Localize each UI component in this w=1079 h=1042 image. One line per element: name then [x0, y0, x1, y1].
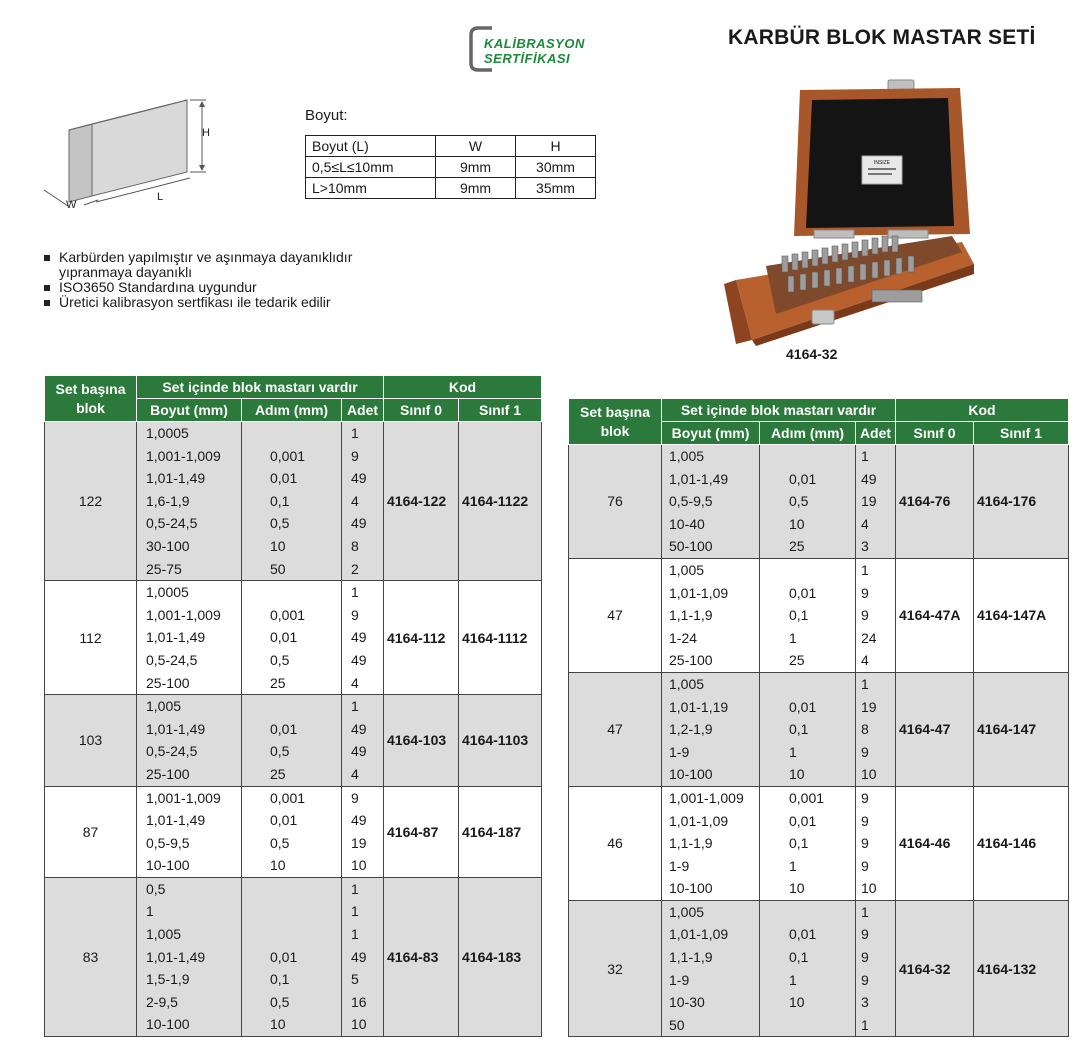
cell-line: 25-75 — [146, 560, 182, 577]
cell-line: 5 — [351, 971, 359, 988]
step-cell — [242, 877, 342, 1036]
cell-line: 1,01-1,49 — [146, 812, 206, 829]
cell-line: 0,5 — [789, 493, 809, 510]
col-per-set: Set başına blok — [569, 399, 662, 445]
cell-line: 1-24 — [669, 629, 698, 646]
size-cell — [137, 877, 242, 1036]
cell-line — [760, 445, 855, 468]
page-title: KARBÜR BLOK MASTAR SETİ — [728, 26, 1036, 49]
cell-line: 25-100 — [146, 674, 190, 691]
cell-line: 0,1 — [270, 492, 290, 509]
qty-cell — [342, 695, 384, 786]
cell-line: 4 — [861, 652, 869, 669]
table-row — [569, 558, 1069, 672]
cell-line: 19 — [861, 698, 877, 715]
cell-line: 4 — [351, 765, 359, 782]
class1-code-cell: 4164-132 — [974, 900, 1069, 1037]
cert-line-2: SERTİFİKASI — [484, 51, 571, 66]
class1-code-cell: 4164-183 — [459, 877, 542, 1036]
dim-col-w: W — [436, 136, 516, 157]
cell-line: 10 — [351, 857, 367, 874]
cell-line: 1,1-1,9 — [669, 607, 713, 624]
dimensions-row — [306, 157, 596, 178]
cell-line: 0,5-24,5 — [146, 743, 198, 760]
cell-line: 1,01-1,49 — [146, 948, 206, 965]
step-cell — [760, 900, 856, 1037]
label-h: H — [202, 127, 210, 139]
dim-cell: 35mm — [516, 178, 596, 199]
cell-line: 4 — [351, 492, 359, 509]
qty-cell — [342, 786, 384, 877]
cell-line: 1,005 — [669, 903, 705, 920]
cell-line: 1 — [789, 971, 797, 988]
bullet-square-icon — [44, 255, 50, 261]
per-set-cell: 46 — [569, 786, 662, 900]
cell-line: 0,001 — [270, 447, 306, 464]
cell-line: 1,001-1,009 — [669, 789, 744, 806]
step-cell — [242, 786, 342, 877]
table-row — [45, 581, 542, 695]
cell-line: 9 — [861, 857, 869, 874]
cell-line: 0,001 — [270, 606, 306, 623]
cell-line: 8 — [351, 537, 359, 554]
col-class0: Sınıf 0 — [384, 399, 459, 422]
qty-cell — [856, 786, 896, 900]
cell-line: 9 — [861, 926, 869, 943]
cell-line: 1 — [861, 675, 869, 692]
cell-line: 1,01-1,09 — [669, 812, 729, 829]
col-contains: Set içinde blok mastarı vardır — [137, 376, 384, 399]
cell-line — [242, 878, 341, 901]
cell-line: 10-100 — [146, 857, 190, 874]
cell-line: 1,5-1,9 — [146, 971, 190, 988]
dimensions-heading: Boyut: — [305, 107, 348, 124]
size-cell — [137, 695, 242, 786]
cell-line: 9 — [861, 607, 869, 624]
dimensions-row — [306, 178, 596, 199]
cell-line: 0,01 — [270, 948, 298, 965]
feature-item — [44, 295, 352, 310]
step-cell — [760, 445, 856, 559]
table-row — [45, 695, 542, 786]
cell-line: 1 — [861, 1016, 869, 1033]
cell-line: 0,01 — [789, 584, 817, 601]
cell-line: 1,2-1,9 — [669, 721, 713, 738]
cell-line: 0,01 — [270, 629, 298, 646]
calibration-certificate-logo — [468, 26, 608, 72]
col-size: Boyut (mm) — [662, 422, 760, 445]
cell-line: 10 — [789, 515, 805, 532]
cell-line: 0,5-24,5 — [146, 515, 198, 532]
cell-line: 1 — [351, 903, 359, 920]
col-code: Kod — [384, 376, 542, 399]
case-label-text: INSIZE — [873, 160, 891, 166]
cell-line: 25 — [270, 765, 286, 782]
size-cell — [137, 786, 242, 877]
cell-line: 1 — [861, 903, 869, 920]
cell-line: 1,0005 — [146, 425, 189, 441]
cell-line: 0,01 — [270, 812, 298, 829]
cell-line: 0,01 — [789, 698, 817, 715]
qty-cell — [856, 558, 896, 672]
cell-line: 0,01 — [789, 926, 817, 943]
col-qty: Adet — [856, 422, 896, 445]
feature-list — [44, 250, 352, 310]
block-set-table-left — [44, 375, 542, 1037]
class0-code-cell: 4164-112 — [384, 581, 459, 695]
size-cell — [662, 445, 760, 559]
cell-line: 10-100 — [146, 1016, 190, 1033]
cell-line: 49 — [351, 629, 367, 646]
cell-line: 0,5-24,5 — [146, 651, 198, 668]
per-set-cell: 112 — [45, 581, 137, 695]
cell-line: 1-9 — [669, 857, 690, 874]
cell-line: 49 — [351, 651, 367, 668]
cell-line: 0,1 — [270, 971, 290, 988]
table-row — [569, 672, 1069, 786]
product-image — [722, 78, 976, 346]
cell-line — [760, 673, 855, 696]
per-set-cell: 47 — [569, 672, 662, 786]
cell-line: 19 — [861, 493, 877, 510]
per-set-cell: 47 — [569, 558, 662, 672]
class1-code-cell: 4164-1112 — [459, 581, 542, 695]
cell-line: 10 — [861, 766, 877, 783]
cell-line — [242, 422, 341, 445]
step-cell — [760, 558, 856, 672]
cell-line: 1,001-1,009 — [146, 606, 221, 623]
dim-col-size: Boyut (L) — [306, 136, 436, 157]
dim-cell: 9mm — [436, 157, 516, 178]
class0-code-cell: 4164-46 — [896, 786, 974, 900]
class1-code-cell: 4164-187 — [459, 786, 542, 877]
size-cell — [662, 672, 760, 786]
cell-line: 10 — [270, 537, 286, 554]
cell-line — [242, 695, 341, 718]
cell-line: 49 — [861, 470, 877, 487]
col-per-set: Set başına blok — [45, 376, 137, 422]
cell-line: 9 — [351, 789, 359, 806]
cell-line: 1,005 — [146, 926, 182, 943]
cell-line: 1,01-1,09 — [669, 584, 729, 601]
cell-line: 1,01-1,49 — [669, 470, 729, 487]
qty-cell — [856, 445, 896, 559]
cell-line: 4 — [351, 674, 359, 691]
cell-line: 3 — [861, 994, 869, 1011]
qty-cell — [856, 672, 896, 786]
class0-code-cell: 4164-87 — [384, 786, 459, 877]
cell-line: 10 — [789, 766, 805, 783]
cell-line: 1,6-1,9 — [146, 492, 190, 509]
cell-line: 25 — [270, 674, 286, 691]
cell-line: 50 — [270, 560, 286, 577]
cell-line: 2 — [351, 560, 359, 577]
cell-line: 50 — [669, 1016, 685, 1033]
class0-code-cell: 4164-47A — [896, 558, 974, 672]
table-row — [45, 877, 542, 1036]
cell-line: 0,1 — [789, 949, 809, 966]
col-contains: Set içinde blok mastarı vardır — [662, 399, 896, 422]
cell-line: 0,5 — [270, 743, 290, 760]
dim-cell: 0,5≤L≤10mm — [306, 157, 436, 178]
cell-line: 25 — [789, 652, 805, 669]
cell-line: 0,01 — [789, 470, 817, 487]
cell-line: 1,01-1,49 — [146, 720, 206, 737]
cell-line: 1,01-1,19 — [669, 698, 729, 715]
cell-line: 10 — [861, 880, 877, 897]
step-cell — [242, 422, 342, 581]
cell-line: 49 — [351, 515, 367, 532]
per-set-cell: 32 — [569, 900, 662, 1037]
cell-line: 0,5-9,5 — [146, 834, 190, 851]
class1-code-cell: 4164-147 — [974, 672, 1069, 786]
size-cell — [662, 900, 760, 1037]
table-row — [45, 422, 542, 581]
cell-line — [760, 559, 855, 582]
cell-line — [242, 900, 341, 923]
cell-line: 1,01-1,09 — [669, 926, 729, 943]
cell-line: 0,1 — [789, 721, 809, 738]
cell-line: 1,1-1,9 — [669, 835, 713, 852]
cell-line: 1,005 — [146, 698, 182, 715]
cell-line: 0,01 — [789, 812, 817, 829]
cell-line: 25-100 — [669, 652, 713, 669]
class0-code-cell: 4164-32 — [896, 900, 974, 1037]
cell-line: 16 — [351, 993, 367, 1010]
qty-cell — [342, 877, 384, 1036]
table-header-row-top — [45, 376, 542, 399]
cell-line: 1,01-1,49 — [146, 629, 206, 646]
cell-line: 0,001 — [270, 789, 306, 806]
bullet-square-icon — [44, 285, 50, 291]
size-cell — [137, 422, 242, 581]
class1-code-cell: 4164-147A — [974, 558, 1069, 672]
dimensions-table — [305, 135, 596, 199]
class0-code-cell: 4164-47 — [896, 672, 974, 786]
cert-line-1: KALİBRASYON — [484, 36, 585, 51]
class1-code-cell: 4164-176 — [974, 445, 1069, 559]
class0-code-cell: 4164-83 — [384, 877, 459, 1036]
cell-line: 9 — [861, 789, 869, 806]
feature-text-continued: yıpranmaya dayanıklı — [59, 264, 193, 280]
cell-line: 1,0005 — [146, 584, 189, 601]
col-class0: Sınıf 0 — [896, 422, 974, 445]
cell-line: 1,01-1,49 — [146, 470, 206, 487]
dim-col-h: H — [516, 136, 596, 157]
col-step: Adım (mm) — [242, 399, 342, 422]
cell-line: 49 — [351, 948, 367, 965]
per-set-cell: 87 — [45, 786, 137, 877]
cell-line: 1 — [351, 425, 359, 441]
cell-line: 10-40 — [669, 515, 705, 532]
cell-line: 1 — [146, 903, 154, 920]
cell-line: 24 — [861, 629, 877, 646]
qty-cell — [342, 422, 384, 581]
class1-code-cell: 4164-146 — [974, 786, 1069, 900]
cell-line: 49 — [351, 743, 367, 760]
cell-line: 1 — [351, 584, 359, 601]
cell-line: 10 — [270, 857, 286, 874]
cell-line: 10-100 — [669, 766, 713, 783]
cell-line: 0,001 — [789, 789, 825, 806]
cell-line: 0,5 — [270, 515, 290, 532]
per-set-cell: 83 — [45, 877, 137, 1036]
cell-line: 49 — [351, 470, 367, 487]
cell-line: 1-9 — [669, 743, 690, 760]
cell-line: 1-9 — [669, 971, 690, 988]
table-row — [45, 786, 542, 877]
per-set-cell: 103 — [45, 695, 137, 786]
qty-cell — [856, 900, 896, 1037]
table-row — [569, 445, 1069, 559]
label-l: L — [157, 191, 164, 203]
cell-line: 1 — [789, 857, 797, 874]
cell-line: 0,5-9,5 — [669, 493, 713, 510]
col-step: Adım (mm) — [760, 422, 856, 445]
block-diagram — [40, 92, 225, 214]
cell-line: 9 — [861, 812, 869, 829]
cell-line — [242, 581, 341, 604]
cell-line: 0,1 — [789, 607, 809, 624]
cell-line: 10 — [789, 880, 805, 897]
cell-line: 0,5 — [146, 880, 166, 897]
step-cell — [760, 786, 856, 900]
dimensions-header-row — [306, 136, 596, 157]
table-row — [569, 900, 1069, 1037]
cell-line: 9 — [861, 835, 869, 852]
cell-line: 19 — [351, 834, 367, 851]
feature-text: ISO3650 Standardına uygundur — [59, 279, 257, 295]
per-set-cell: 122 — [45, 422, 137, 581]
cell-line: 1,001-1,009 — [146, 789, 221, 806]
cell-line: 10 — [351, 1016, 367, 1033]
cell-line: 8 — [861, 721, 869, 738]
class1-code-cell: 4164-1103 — [459, 695, 542, 786]
cell-line: 25 — [789, 538, 805, 555]
dim-cell: 9mm — [436, 178, 516, 199]
qty-cell — [342, 581, 384, 695]
dim-cell: L>10mm — [306, 178, 436, 199]
cell-line: 0,5 — [270, 834, 290, 851]
feature-text: Karbürden yapılmıştır ve aşınmaya dayanıklıdır — [59, 249, 353, 265]
cell-line: 9 — [351, 447, 359, 464]
block-set-table-right — [568, 398, 1069, 1037]
cell-line: 1,005 — [669, 448, 705, 464]
cell-line: 10 — [270, 1016, 286, 1033]
class1-code-cell: 4164-1122 — [459, 422, 542, 581]
cell-line: 0,01 — [270, 720, 298, 737]
cell-line: 49 — [351, 812, 367, 829]
cell-line: 10-30 — [669, 994, 705, 1011]
feature-text: Üretici kalibrasyon sertfikası ile tedarik edilir — [59, 294, 331, 310]
feature-continuation — [44, 265, 352, 280]
cell-line: 4 — [861, 515, 869, 532]
class0-code-cell: 4164-103 — [384, 695, 459, 786]
cell-line: 25-100 — [146, 765, 190, 782]
table-header-row-top — [569, 399, 1069, 422]
label-w: W — [66, 199, 77, 211]
cell-line: 1 — [861, 561, 869, 578]
col-class1: Sınıf 1 — [974, 422, 1069, 445]
cell-line: 9 — [861, 949, 869, 966]
col-code: Kod — [896, 399, 1069, 422]
cell-line: 2-9,5 — [146, 993, 178, 1010]
cell-line: 1,005 — [669, 561, 705, 578]
cell-line: 0,5 — [270, 993, 290, 1010]
cell-line: 1 — [789, 629, 797, 646]
cell-line: 9 — [861, 971, 869, 988]
step-cell — [242, 695, 342, 786]
cell-line: 3 — [861, 538, 869, 555]
cell-line: 9 — [861, 743, 869, 760]
step-cell — [242, 581, 342, 695]
col-size: Boyut (mm) — [137, 399, 242, 422]
col-qty: Adet — [342, 399, 384, 422]
cell-line: 1 — [351, 698, 359, 715]
per-set-cell: 76 — [569, 445, 662, 559]
cell-line: 49 — [351, 720, 367, 737]
cell-line: 10-100 — [669, 880, 713, 897]
class0-code-cell: 4164-76 — [896, 445, 974, 559]
size-cell — [662, 786, 760, 900]
size-cell — [137, 581, 242, 695]
cell-line: 30-100 — [146, 537, 190, 554]
cell-line: 50-100 — [669, 538, 713, 555]
cell-line: 0,01 — [270, 470, 298, 487]
cell-line: 9 — [351, 606, 359, 623]
cell-line — [760, 901, 855, 924]
feature-item — [44, 250, 352, 265]
size-cell — [662, 558, 760, 672]
cell-line: 9 — [861, 584, 869, 601]
cell-line — [242, 923, 341, 946]
cell-line — [760, 1014, 855, 1037]
class0-code-cell: 4164-122 — [384, 422, 459, 581]
dim-cell: 30mm — [516, 157, 596, 178]
table-row — [569, 786, 1069, 900]
col-class1: Sınıf 1 — [459, 399, 542, 422]
product-caption: 4164-32 — [786, 346, 838, 362]
bullet-square-icon — [44, 300, 50, 306]
cell-line: 1 — [351, 926, 359, 943]
feature-item — [44, 280, 352, 295]
cell-line: 1 — [351, 880, 359, 897]
cell-line: 0,5 — [270, 651, 290, 668]
cell-line: 0,1 — [789, 835, 809, 852]
cell-line: 1,005 — [669, 675, 705, 692]
cell-line: 10 — [789, 994, 805, 1011]
cell-line: 1 — [861, 448, 869, 464]
cell-line: 1,001-1,009 — [146, 447, 221, 464]
step-cell — [760, 672, 856, 786]
cell-line: 1,1-1,9 — [669, 949, 713, 966]
cell-line: 1 — [789, 743, 797, 760]
